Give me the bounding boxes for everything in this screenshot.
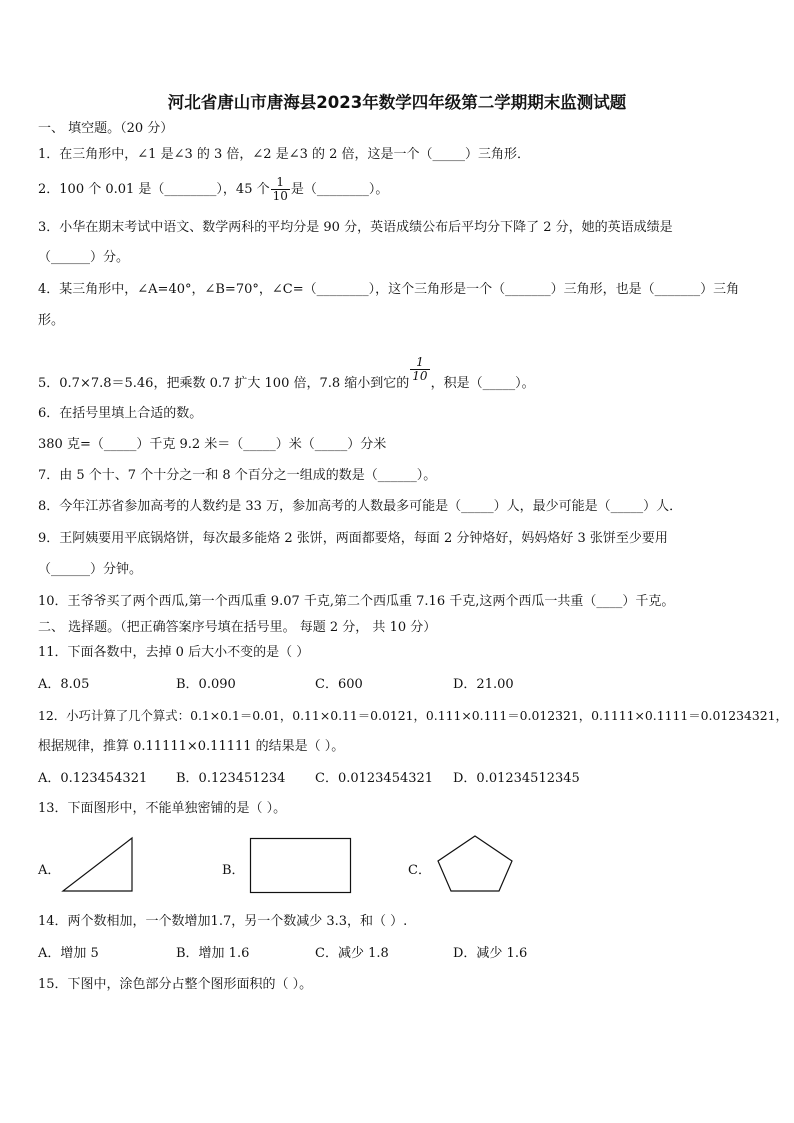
q13-option-a: A． [38,863,61,878]
question-5-text-before: 5．0.7×7.8＝5.46，把乘数 0.7 扩大 100 倍，7.8 缩小到它的 [38,376,410,391]
question-9-line-1: 9．王阿姨要用平底锅烙饼，每次最多能烙 2 张饼，两面都要烙，每面 2 分钟烙好，妈妈烙好 3 张饼至少要用 [38,531,668,546]
question-15: 15．下图中，涂色部分占整个图形面积的（ ）。 [38,977,313,992]
fraction-denominator: 10 [272,189,288,203]
section-heading-fill-blank: 一、 填空题。（20 分） [38,121,174,136]
q12-option-a: A．0.123454321 [38,771,148,786]
q11-option-c: C．600 [315,677,363,692]
q12-option-b: B．0.123451234 [176,771,286,786]
q14-option-d: D．减少 1.6 [453,946,528,961]
fraction-numerator: 1 [271,176,290,190]
question-6: 6．在括号里填上合适的数。 [38,406,203,421]
q11-option-a: A．8.05 [38,677,90,692]
question-3-line-2: （______）分。 [38,250,130,265]
question-4-line-2: 形。 [38,313,65,328]
question-3-line-1: 3．小华在期末考试中语文、数学两科的平均分是 90 分，英语成绩公布后平均分下降了 2 分，她的英语成绩是 [38,220,673,235]
question-7: 7．由 5 个十、7 个十分之一和 8 个百分之一组成的数是（______）。 [38,468,437,483]
page-title: 河北省唐山市唐海县2023年数学四年级第二学期期末监测试题 [167,93,627,112]
question-6-subitems: 380 克=（_____）千克 9.2 米＝（_____）米（_____）分米 [38,437,387,452]
question-2 [38,176,388,203]
section-heading-multiple-choice: 二、 选择题。（把正确答案序号填在括号里。 每题 2 分， 共 10 分） [38,620,437,635]
question-2-text-before: 2．100 个 0.01 是（________），45 个 [38,182,270,197]
q11-option-b: B．0.090 [176,677,236,692]
question-12-line-2: 根据规律，推算 0.11111×0.11111 的结果是（ ）。 [38,739,345,754]
question-10: 10．王爷爷买了两个西瓜,第一个西瓜重 9.07 千克,第二个西瓜重 7.16 千克,这两个西瓜一共重（____）千克。 [38,594,675,609]
q13-option-c: C． [408,863,431,878]
question-9-line-2: （______）分钟。 [38,562,143,577]
q14-option-b: B．增加 1.6 [176,946,250,961]
question-1: 1．在三角形中，∠1 是∠3 的 3 倍，∠2 是∠3 的 2 倍，这是一个（_____）三角形． [38,147,531,162]
rectangle-shape [250,838,352,894]
question-14: 14．两个数相加，一个数增加1.7，另一个数减少 3.3，和（ ）. [38,914,408,929]
question-8: 8．今年江苏省参加高考的人数约是 33 万，参加高考的人数最多可能是（_____）人，最少可能是（_____）人． [38,499,683,514]
q14-option-c: C．减少 1.8 [315,946,389,961]
triangle-shape [62,837,134,893]
fraction-denominator: 10 [412,369,428,383]
question-5-text-after: ，积是（_____）。 [430,376,535,391]
question-13: 13．下面图形中，不能单独密铺的是（ ）。 [38,801,287,816]
q11-option-d: D．21.00 [453,677,514,692]
question-2-text-after: 是（________）。 [290,182,389,197]
fraction-one-tenth [271,176,290,203]
q14-option-a: A．增加 5 [38,946,99,961]
fraction-one-tenth [410,356,429,383]
fraction-numerator: 1 [410,356,429,370]
question-11: 11．下面各数中，去掉 0 后大小不变的是（ ） [38,645,310,660]
question-12-line-1: 12．小巧计算了几个算式：0.1×0.1＝0.01，0.11×0.11＝0.0121，0.111×0.111＝0.012321，0.1111×0.1111＝0.01234321， [38,708,788,723]
q13-option-b: B． [222,863,245,878]
pentagon-shape [437,835,513,893]
q12-option-c: C．0.0123454321 [315,771,434,786]
question-5 [38,355,535,391]
q12-option-d: D．0.01234512345 [453,771,580,786]
question-4-line-1: 4．某三角形中，∠A=40°，∠B=70°，∠C=（________），这个三角形是一个（_______）三角形，也是（_______）三角 [38,282,740,297]
